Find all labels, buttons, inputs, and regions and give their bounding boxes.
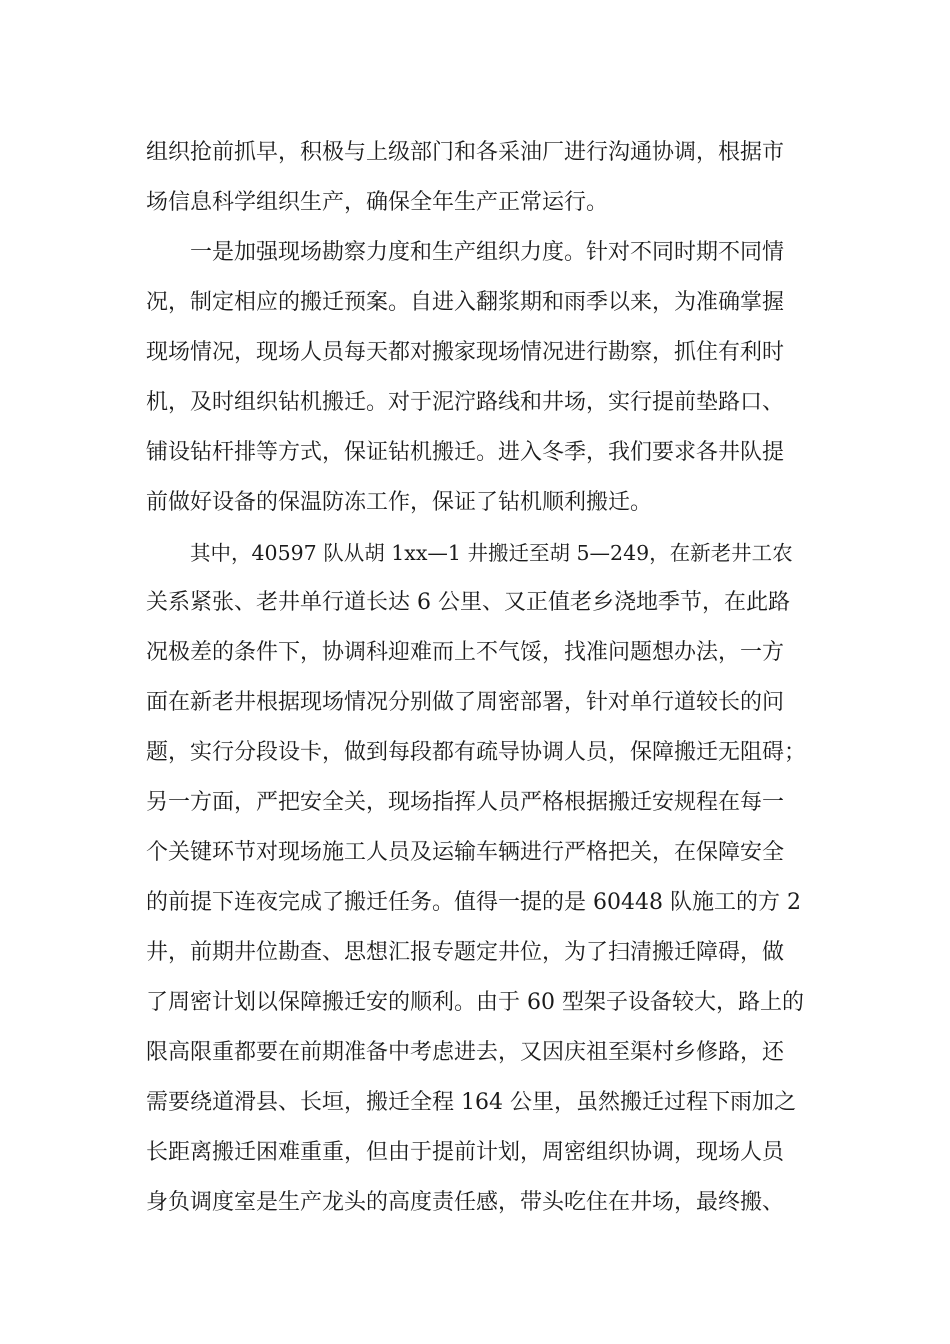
document-body [146, 128, 806, 1228]
paragraph-line: 铺设钻杆排等方式，保证钻机搬迁。进入冬季，我们要求各井队提 [146, 440, 785, 465]
paragraph-line: 长距离搬迁困难重重，但由于提前计划，周密组织协调，现场人员 [146, 1140, 785, 1165]
paragraph-line: 限高限重都要在前期准备中考虑进去，又因庆祖至渠村乡修路，还 [146, 1040, 785, 1065]
paragraph-line: 的前提下连夜完成了搬迁任务。值得一提的是 60448 队施工的方 2 [146, 890, 801, 915]
paragraph-line: 组织抢前抓早，积极与上级部门和各采油厂进行沟通协调，根据市 [146, 140, 785, 165]
paragraph-line: 场信息科学组织生产，确保全年生产正常运行。 [146, 190, 609, 215]
paragraph-line: 需要绕道滑县、长垣，搬迁全程 164 公里，虽然搬迁过程下雨加之 [146, 1090, 796, 1115]
paragraph-line: 况，制定相应的搬迁预案。自进入翻浆期和雨季以来，为准确掌握 [146, 290, 785, 315]
paragraph-line: 个关键环节对现场施工人员及运输车辆进行严格把关，在保障安全 [146, 840, 785, 865]
paragraph-line: 另一方面，严把安全关，现场指挥人员严格根据搬迁安规程在每一 [146, 790, 785, 815]
paragraph-line: 了周密计划以保障搬迁安的顺利。由于 60 型架子设备较大，路上的 [146, 990, 804, 1015]
paragraph-line: 其中，40597 队从胡 1xx—1 井搬迁至胡 5—249，在新老井工农 [190, 541, 793, 565]
paragraph-line: 机，及时组织钻机搬迁。对于泥泞路线和井场，实行提前垫路口、 [146, 390, 785, 415]
paragraph-line: 一是加强现场勘察力度和生产组织力度。针对不同时期不同情 [190, 240, 785, 265]
paragraph-line: 现场情况，现场人员每天都对搬家现场情况进行勘察，抓住有利时 [146, 340, 785, 365]
paragraph-line: 前做好设备的保温防冻工作，保证了钻机顺利搬迁。 [146, 490, 653, 515]
paragraph-line: 身负调度室是生产龙头的高度责任感，带头吃住在井场，最终搬、 [146, 1190, 785, 1215]
paragraph-line: 题，实行分段设卡，做到每段都有疏导协调人员，保障搬迁无阻碍； [146, 740, 807, 765]
paragraph-line: 井，前期井位勘查、思想汇报专题定井位，为了扫清搬迁障碍，做 [146, 940, 785, 965]
paragraph-line: 面在新老井根据现场情况分别做了周密部署，针对单行道较长的问 [146, 690, 785, 715]
paragraph-line: 关系紧张、老井单行道长达 6 公里、又正值老乡浇地季节，在此路 [146, 590, 790, 615]
paragraph-line: 况极差的条件下，协调科迎难而上不气馁，找准问题想办法，一方 [146, 640, 785, 665]
